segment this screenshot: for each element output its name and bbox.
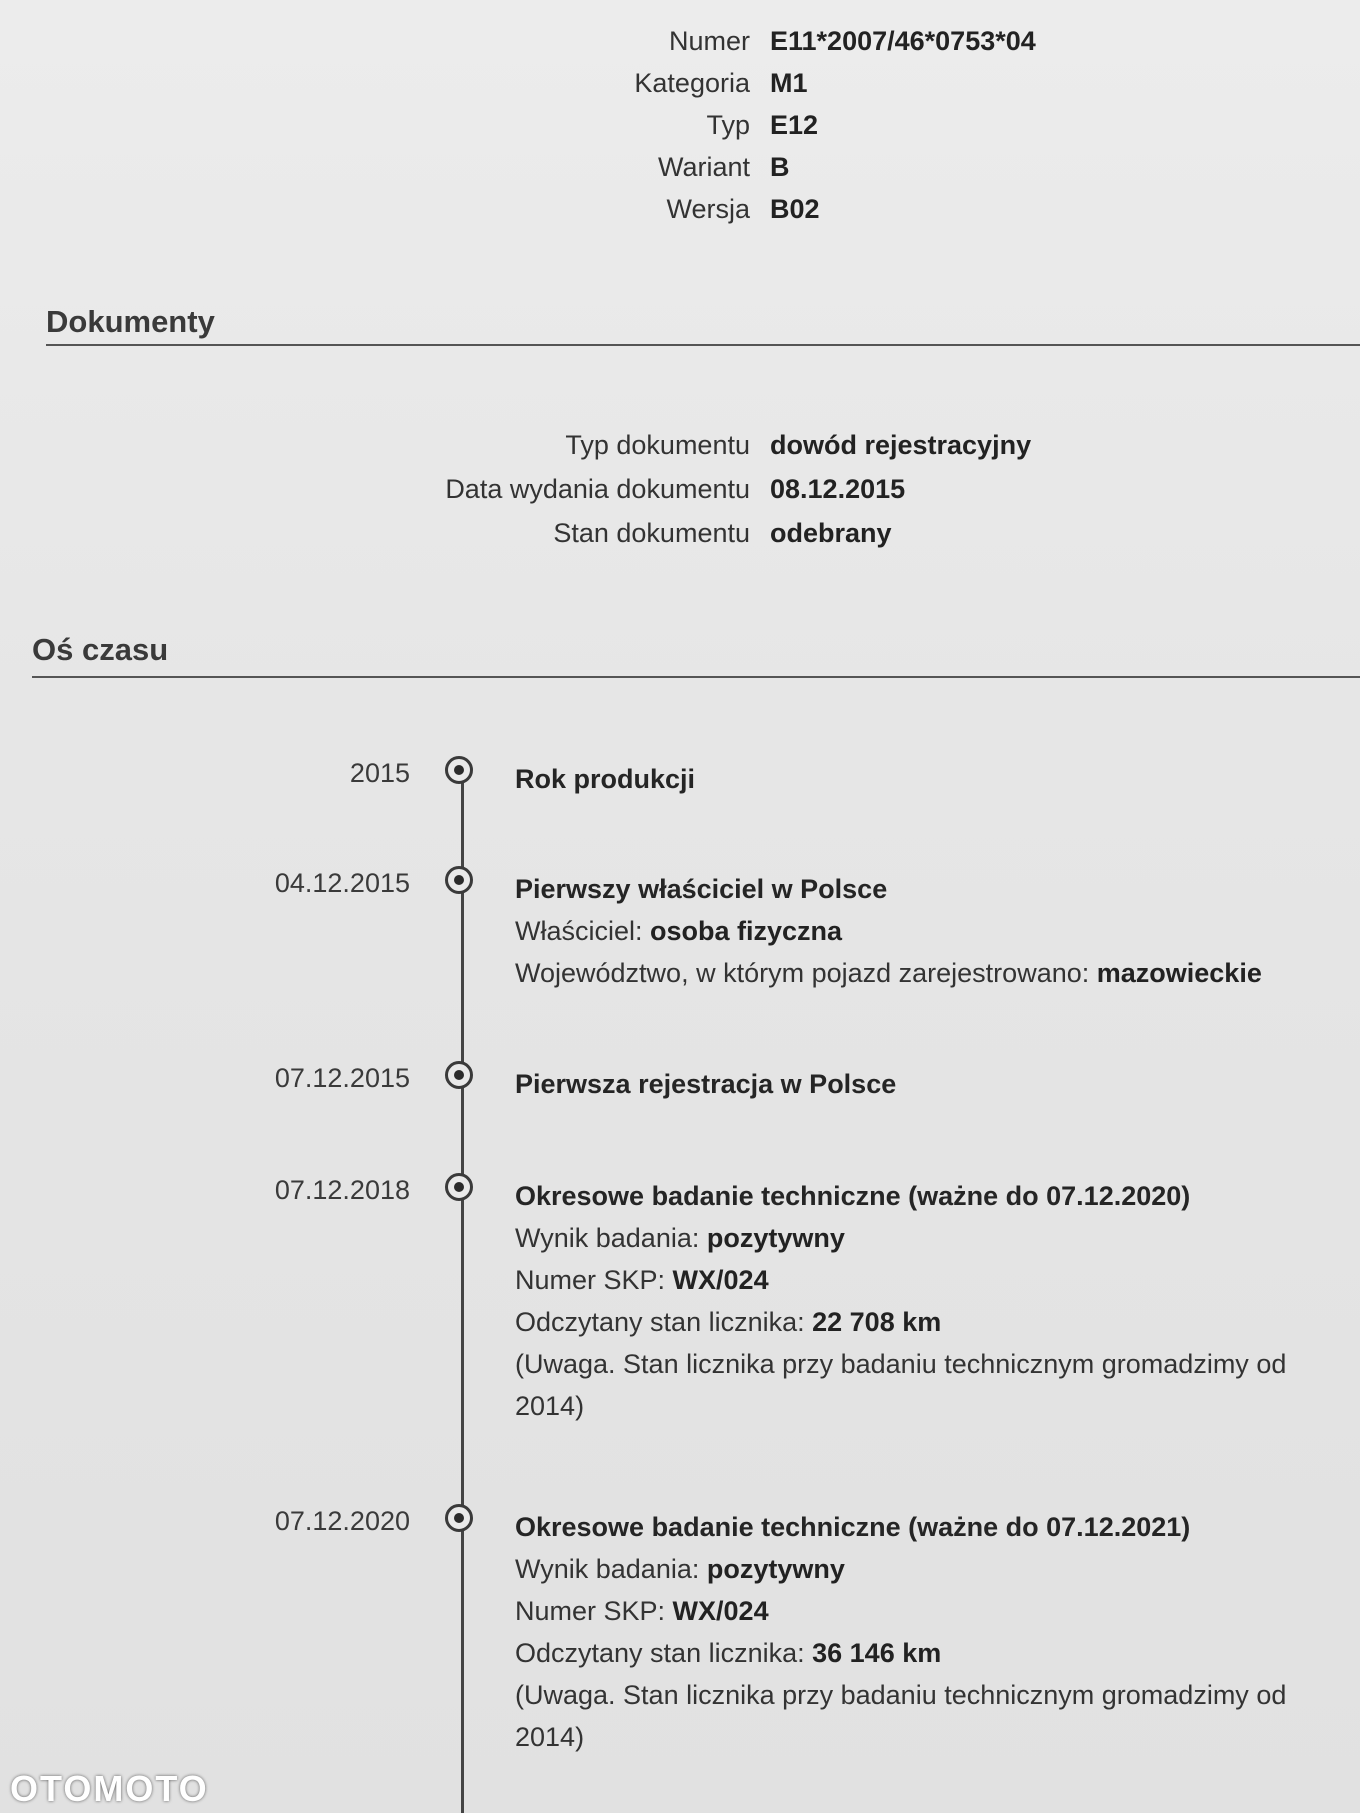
document-issue-date-row: [0, 474, 1360, 514]
timeline-marker-icon: [445, 1061, 473, 1089]
document-type-row: [0, 430, 1360, 470]
vehicle-category-row: [0, 68, 1360, 108]
vehicle-version-value: B02: [770, 194, 820, 224]
vehicle-number-value: E11*2007/46*0753*04: [770, 26, 1036, 56]
timeline-event-body: [515, 1175, 1335, 1427]
skp-number-value: WX/024: [672, 1596, 769, 1626]
vehicle-variant-row: [0, 152, 1360, 192]
vehicle-number-row: [0, 26, 1360, 66]
inspection-result-value: pozytywny: [706, 1554, 845, 1584]
document-status-row: [0, 518, 1360, 558]
owner-type-label: Właściciel:: [515, 916, 651, 946]
odometer-line: [515, 1301, 1335, 1343]
document-status-value: odebrany: [770, 518, 892, 548]
timeline-marker-icon: [445, 1504, 473, 1532]
odometer-line: [515, 1632, 1335, 1674]
voivodeship-line: [515, 952, 1335, 994]
vehicle-number-label: Numer: [668, 26, 750, 56]
timeline-event-body: [515, 1063, 1335, 1105]
timeline-event-body: [515, 758, 1335, 800]
document-status-label: Stan dokumentu: [553, 518, 750, 548]
odometer-value: 36 146 km: [812, 1638, 942, 1668]
document-issue-date-value: 08.12.2015: [770, 474, 906, 504]
vehicle-category-value: M1: [770, 68, 808, 98]
documents-divider: [46, 344, 1360, 346]
skp-number-value: WX/024: [672, 1265, 769, 1295]
skp-number-label: Numer SKP:: [515, 1265, 673, 1295]
otomoto-watermark: OTOMOTO: [10, 1768, 209, 1809]
odometer-value: 22 708 km: [812, 1307, 942, 1337]
owner-type-line: [515, 910, 1335, 952]
timeline-event-date: 07.12.2015: [274, 1063, 410, 1093]
timeline-marker-icon: [445, 866, 473, 894]
document-type-label: Typ dokumentu: [565, 430, 750, 460]
vehicle-type-row: [0, 110, 1360, 150]
documents-section-title: Dokumenty: [46, 304, 215, 339]
timeline-axis: [461, 772, 464, 1813]
timeline-event-body: [515, 868, 1335, 994]
timeline-marker-icon: [445, 1173, 473, 1201]
skp-number-line: [515, 1590, 1335, 1632]
vehicle-variant-label: Wariant: [657, 152, 750, 182]
inspection-result-label: Wynik badania:: [515, 1554, 707, 1584]
timeline-event-body: [515, 1506, 1335, 1758]
timeline-event-date: 07.12.2020: [274, 1506, 410, 1536]
vehicle-type-label: Typ: [706, 110, 750, 140]
inspection-result-line: [515, 1548, 1335, 1590]
document-issue-date-label: Data wydania dokumentu: [445, 474, 750, 504]
timeline-event-title: Pierwsza rejestracja w Polsce: [515, 1069, 897, 1099]
odometer-note: (Uwaga. Stan licznika przy badaniu technicznym gromadzimy od 2014): [515, 1349, 1287, 1421]
vehicle-type-value: E12: [770, 110, 819, 140]
timeline-event-title: Pierwszy właściciel w Polsce: [515, 874, 888, 904]
timeline-event-date: 04.12.2015: [274, 868, 410, 898]
skp-number-label: Numer SKP:: [515, 1596, 673, 1626]
inspection-result-line: [515, 1217, 1335, 1259]
inspection-result-value: pozytywny: [706, 1223, 845, 1253]
voivodeship-value: mazowieckie: [1096, 958, 1262, 988]
vehicle-variant-value: B: [770, 152, 790, 182]
voivodeship-label: Województwo, w którym pojazd zarejestrowano:: [515, 958, 1097, 988]
owner-type-value: osoba fizyczna: [650, 916, 843, 946]
vehicle-version-row: [0, 194, 1360, 234]
timeline-divider: [32, 676, 1360, 678]
timeline-event-date: 07.12.2018: [274, 1175, 410, 1205]
odometer-label: Odczytany stan licznika:: [515, 1307, 813, 1337]
timeline-event-title: Rok produkcji: [515, 764, 696, 794]
odometer-note: (Uwaga. Stan licznika przy badaniu technicznym gromadzimy od 2014): [515, 1680, 1287, 1752]
vehicle-version-label: Wersja: [666, 194, 750, 224]
skp-number-line: [515, 1259, 1335, 1301]
timeline-marker-icon: [445, 756, 473, 784]
timeline-event-date: 2015: [349, 758, 410, 788]
timeline-section-title: Oś czasu: [32, 632, 169, 667]
odometer-label: Odczytany stan licznika:: [515, 1638, 813, 1668]
vehicle-category-label: Kategoria: [634, 68, 750, 98]
timeline-event-title: Okresowe badanie techniczne (ważne do 07.12.2021): [515, 1512, 1191, 1542]
timeline-event-title: Okresowe badanie techniczne (ważne do 07.12.2020): [515, 1181, 1191, 1211]
document-type-value: dowód rejestracyjny: [770, 430, 1032, 460]
inspection-result-label: Wynik badania:: [515, 1223, 707, 1253]
